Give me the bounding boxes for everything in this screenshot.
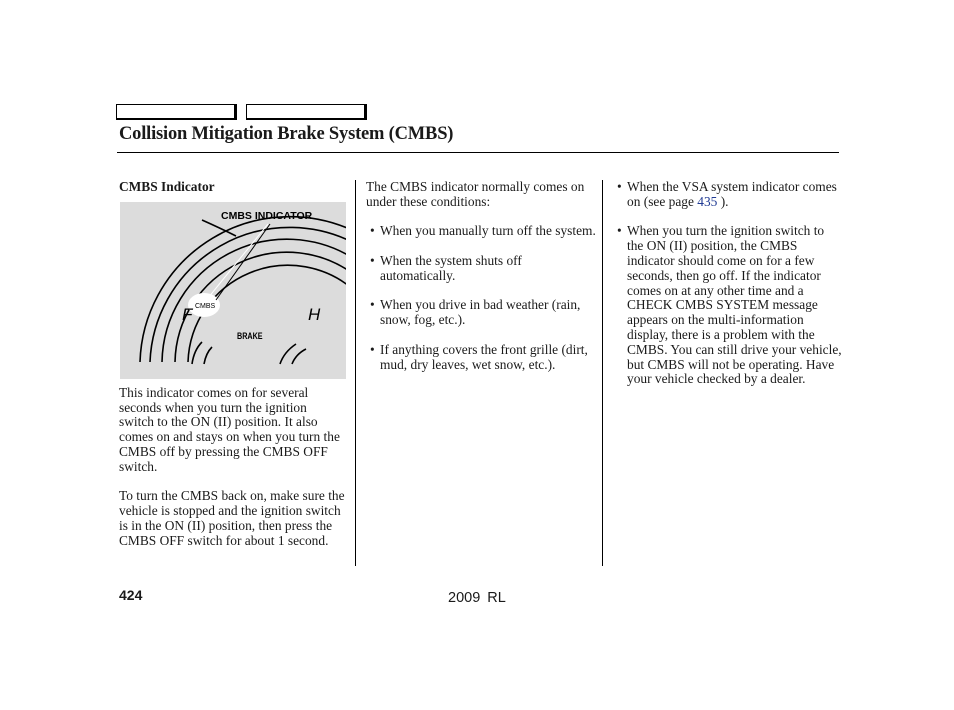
more-conditions-list [617, 180, 842, 387]
cmbs-indicator-figure [120, 202, 346, 379]
gauge-f-label: F [182, 304, 193, 324]
figure-label: CMBS INDICATOR [221, 209, 313, 222]
cmbs-lamp-text: CMBS [195, 302, 216, 310]
gauge-small-arc-4 [292, 349, 306, 364]
gauge-illustration [120, 202, 346, 379]
column-2 [366, 180, 596, 387]
brake-label: BRAKE [237, 330, 263, 341]
vsa-text: When the VSA system indicator comes on (see page [627, 179, 837, 209]
column-divider-2 [602, 180, 603, 566]
conditions-list [366, 224, 596, 372]
page-title: Collision Mitigation Brake System (CMBS) [119, 124, 454, 144]
vsa-text-tail: ). [717, 193, 729, 209]
list-item: • When you manually turn off the system. [366, 224, 596, 239]
column-3 [617, 180, 842, 402]
page-link-435[interactable]: 435 [697, 193, 718, 209]
list-item: • When you turn the ignition switch to the ON (II) position, the CMBS indicator should come on for a few seconds, then go off. If the indicator comes on at any other time and a CHECK CMBS SYSTEM message appears on the multi-information display, there is a problem with the CMBS. You can still drive your vehicle, but CMBS will not be operating. Have your vehicle checked by a dealer. [617, 224, 842, 387]
section-heading: CMBS Indicator [119, 179, 215, 194]
gauge-small-arc-1 [192, 342, 202, 364]
footer-model: 2009 RL [448, 590, 506, 606]
list-item: • If anything covers the front grille (dirt, mud, dry leaves, wet snow, etc.). [366, 343, 596, 373]
header-tab-right [246, 104, 367, 120]
column-divider-1 [355, 180, 356, 566]
column-1 [119, 180, 345, 563]
title-rule [117, 152, 839, 153]
list-item [617, 180, 842, 210]
gauge-small-arc-2 [204, 347, 212, 364]
page-number: 424 [119, 587, 143, 603]
list-item: • When you drive in bad weather (rain, snow, fog, etc.). [366, 298, 596, 328]
paragraph-1: This indicator comes on for several seconds when you turn the ignition switch to the ON (II) position. It also comes on and stays on when you turn the CMBS off by pressing the CMBS OFF switch. [119, 384, 340, 474]
conditions-intro: The CMBS indicator normally comes on under these conditions: [366, 179, 585, 209]
header-tab-left [116, 104, 237, 120]
list-item: • When the system shuts off automatically. [366, 254, 596, 284]
paragraph-2: To turn the CMBS back on, make sure the vehicle is stopped and the ignition switch is in the ON (II) position, then press the CMBS OFF switch for about 1 second. [119, 488, 345, 548]
gauge-h-label: H [308, 304, 321, 324]
